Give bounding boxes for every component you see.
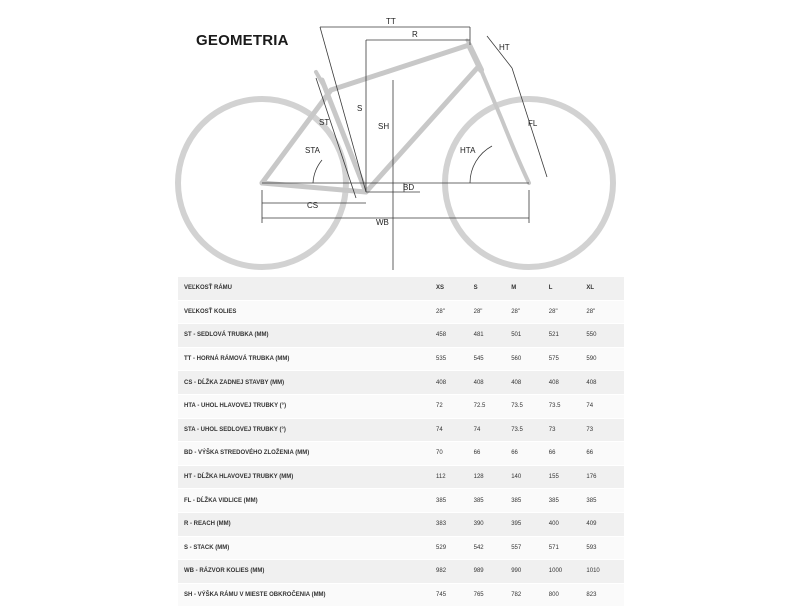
row-label: HTA - UHOL HLAVOVEJ TRUBKY (°) [178,394,436,418]
row-label: S - STACK (MM) [178,536,436,560]
row-value: 70 [436,442,474,466]
page-title: GEOMETRIA [196,32,289,49]
row-value: 385 [474,489,512,513]
label-hta: HTA [460,146,476,155]
label-r: R [412,30,418,39]
row-value: 66 [474,442,512,466]
bike-geometry-diagram [0,0,800,280]
row-value: 72 [436,394,474,418]
size-xl: XL [586,277,624,300]
table-row [178,489,624,513]
row-value: 560 [511,347,549,371]
row-value: 73.5 [511,394,549,418]
row-value: 385 [436,489,474,513]
row-value: 73.5 [549,394,587,418]
row-value: 74 [586,394,624,418]
row-value: 409 [586,512,624,536]
row-label: CS - DĹŽKA ZADNEJ STAVBY (MM) [178,371,436,395]
row-value: 128 [474,465,512,489]
fork [481,70,529,183]
size-xs: XS [436,277,474,300]
table-row [178,324,624,348]
row-value: 529 [436,536,474,560]
table-row [178,512,624,536]
row-value: 823 [586,583,624,607]
row-label: SH - VÝŠKA RÁMU V MIESTE OBKROČENIA (MM) [178,583,436,607]
row-value: 112 [436,465,474,489]
table-row [178,394,624,418]
row-label: STA - UHOL SEDLOVEJ TRUBKY (°) [178,418,436,442]
row-value: 176 [586,465,624,489]
table-row [178,442,624,466]
header-label: VEĽKOSŤ RÁMU [178,277,436,300]
row-value: 28" [511,300,549,324]
table-row [178,465,624,489]
row-value: 557 [511,536,549,560]
row-value: 74 [474,418,512,442]
table-row [178,560,624,584]
row-value: 458 [436,324,474,348]
row-label: WB - RÁZVOR KOLIES (MM) [178,560,436,584]
label-fl: FL [528,119,538,128]
chain-stay [262,183,366,192]
row-value: 66 [511,442,549,466]
row-value: 765 [474,583,512,607]
row-value: 408 [474,371,512,395]
row-value: 66 [549,442,587,466]
row-value: 990 [511,560,549,584]
row-value: 408 [549,371,587,395]
row-value: 140 [511,465,549,489]
row-value: 383 [436,512,474,536]
row-value: 590 [586,347,624,371]
row-value: 28" [436,300,474,324]
row-value: 1010 [586,560,624,584]
table-row [178,536,624,560]
row-value: 408 [511,371,549,395]
row-value: 408 [586,371,624,395]
size-l: L [549,277,587,300]
label-sta: STA [305,146,320,155]
table-row [178,300,624,324]
geometry-table [178,277,624,607]
size-m: M [511,277,549,300]
row-value: 575 [549,347,587,371]
row-label: VEĽKOSŤ KOLIES [178,300,436,324]
row-value: 28" [474,300,512,324]
row-value: 73 [549,418,587,442]
row-label: FL - DĹŽKA VIDLICE (MM) [178,489,436,513]
row-value: 521 [549,324,587,348]
row-value: 982 [436,560,474,584]
row-value: 571 [549,536,587,560]
row-label: ST - SEDLOVÁ TRUBKA (MM) [178,324,436,348]
label-cs: CS [307,201,319,210]
row-value: 72.5 [474,394,512,418]
table-row [178,418,624,442]
label-tt: TT [386,17,396,26]
row-label: HT - DĹŽKA HLAVOVEJ TRUBKY (MM) [178,465,436,489]
row-value: 73 [586,418,624,442]
label-s: S [357,104,363,113]
row-value: 74 [436,418,474,442]
label-bd: BD [403,183,415,192]
row-value: 481 [474,324,512,348]
row-label: BD - VÝŠKA STREDOVÉHO ZLOŽENIA (MM) [178,442,436,466]
row-value: 593 [586,536,624,560]
row-value: 400 [549,512,587,536]
table-row [178,371,624,395]
row-value: 745 [436,583,474,607]
row-value: 542 [474,536,512,560]
label-sh: SH [378,122,390,131]
row-value: 73.5 [511,418,549,442]
label-wb: WB [376,218,389,227]
top-tube [331,45,469,90]
table-row [178,347,624,371]
row-value: 535 [436,347,474,371]
size-s: S [474,277,512,300]
table-header-row [178,277,624,300]
row-value: 385 [586,489,624,513]
row-value: 989 [474,560,512,584]
row-label: TT - HORNÁ RÁMOVÁ TRUBKA (MM) [178,347,436,371]
bike-frame [262,40,529,192]
row-value: 501 [511,324,549,348]
row-value: 408 [436,371,474,395]
row-value: 390 [474,512,512,536]
row-value: 395 [511,512,549,536]
row-value: 800 [549,583,587,607]
row-value: 385 [549,489,587,513]
row-value: 550 [586,324,624,348]
table-row [178,583,624,607]
label-ht: HT [499,43,510,52]
row-value: 155 [549,465,587,489]
row-value: 66 [586,442,624,466]
row-value: 782 [511,583,549,607]
row-value: 28" [549,300,587,324]
row-label: R - REACH (MM) [178,512,436,536]
row-value: 545 [474,347,512,371]
row-value: 28" [586,300,624,324]
row-value: 1000 [549,560,587,584]
label-st: ST [319,118,330,127]
row-value: 385 [511,489,549,513]
